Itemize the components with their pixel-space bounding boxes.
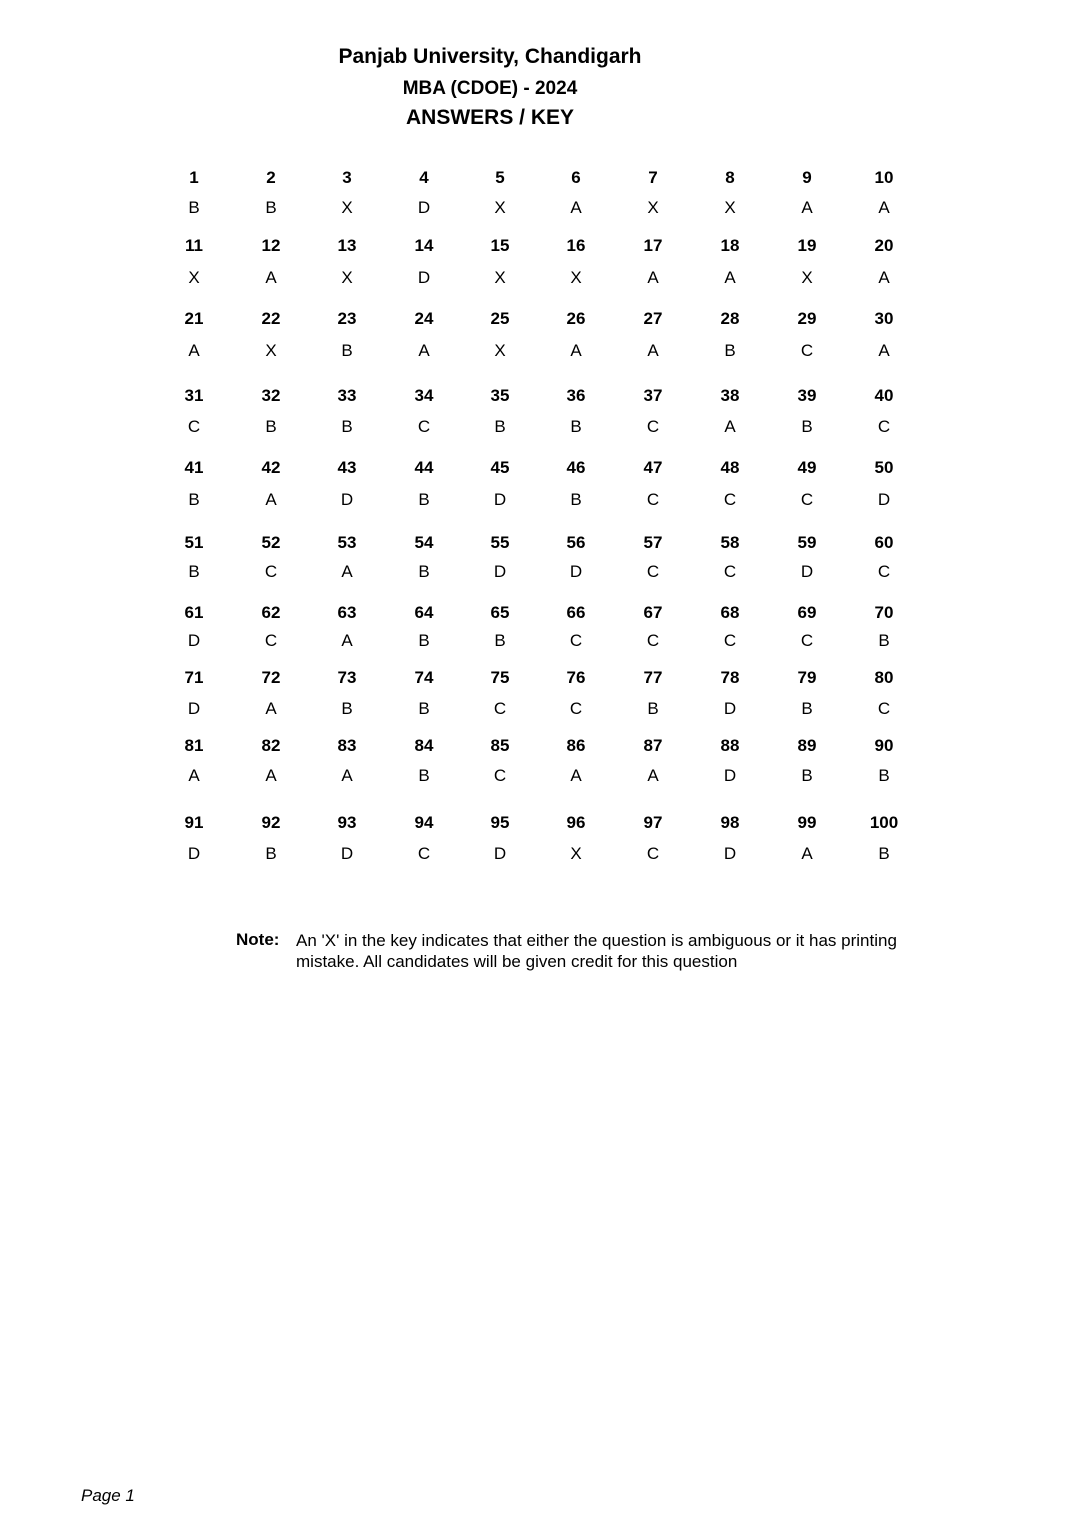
question-number: 97 xyxy=(643,813,663,832)
question-number: 76 xyxy=(566,668,586,687)
question-number: 32 xyxy=(261,386,281,405)
answer-letter: A xyxy=(724,417,736,436)
question-number: 9 xyxy=(802,168,812,187)
answer-letter: B xyxy=(265,198,277,217)
answer-letter: X xyxy=(494,268,506,287)
question-number: 80 xyxy=(874,668,894,687)
answer-letter: B xyxy=(878,631,890,650)
question-number: 61 xyxy=(184,603,204,622)
question-number: 59 xyxy=(797,533,817,552)
question-number: 92 xyxy=(261,813,281,832)
question-number: 26 xyxy=(566,309,586,328)
answer-letter: B xyxy=(418,562,430,581)
answer-letter: B xyxy=(265,417,277,436)
answer-letter: B xyxy=(801,766,813,785)
answer-letter: A xyxy=(878,198,890,217)
answer-letter: D xyxy=(493,562,507,581)
question-number: 58 xyxy=(720,533,740,552)
question-number: 90 xyxy=(874,736,894,755)
answer-letter: A xyxy=(265,766,277,785)
answer-letter: B xyxy=(570,490,582,509)
question-number: 51 xyxy=(184,533,204,552)
question-number: 15 xyxy=(490,236,510,255)
question-number: 57 xyxy=(643,533,663,552)
question-number: 78 xyxy=(720,668,740,687)
answer-key-heading: ANSWERS / KEY xyxy=(405,106,575,129)
question-number: 28 xyxy=(720,309,740,328)
answer-letter: C xyxy=(417,844,431,863)
answer-letter: X xyxy=(265,341,277,360)
question-number: 83 xyxy=(337,736,357,755)
answer-letter: D xyxy=(187,699,201,718)
question-number: 81 xyxy=(184,736,204,755)
question-number: 20 xyxy=(874,236,894,255)
question-number: 93 xyxy=(337,813,357,832)
question-number: 12 xyxy=(261,236,281,255)
answer-letter: D xyxy=(723,699,737,718)
answer-letter: B xyxy=(418,766,430,785)
answer-letter: A xyxy=(801,198,813,217)
question-number: 36 xyxy=(566,386,586,405)
question-number: 98 xyxy=(720,813,740,832)
answer-letter: A xyxy=(341,631,353,650)
question-number: 42 xyxy=(261,458,281,477)
answer-letter: A xyxy=(878,268,890,287)
question-number: 19 xyxy=(797,236,817,255)
answer-letter: C xyxy=(264,562,278,581)
answer-letter: B xyxy=(188,562,200,581)
question-number: 2 xyxy=(266,168,276,187)
question-number: 60 xyxy=(874,533,894,552)
question-number: 43 xyxy=(337,458,357,477)
question-number: 14 xyxy=(414,236,434,255)
question-number: 52 xyxy=(261,533,281,552)
answer-letter: D xyxy=(723,766,737,785)
answer-letter: A xyxy=(418,341,430,360)
question-number: 46 xyxy=(566,458,586,477)
answer-letter: X xyxy=(801,268,813,287)
question-number: 50 xyxy=(874,458,894,477)
answer-letter: C xyxy=(800,490,814,509)
answer-letter: A xyxy=(570,198,582,217)
answer-letter: C xyxy=(723,631,737,650)
answer-letter: C xyxy=(800,631,814,650)
answer-letter: C xyxy=(800,341,814,360)
answer-letter: B xyxy=(570,417,582,436)
answer-letter: D xyxy=(417,198,431,217)
question-number: 49 xyxy=(797,458,817,477)
answer-letter: C xyxy=(646,631,660,650)
answer-letter: C xyxy=(646,844,660,863)
question-number: 63 xyxy=(337,603,357,622)
answer-letter: X xyxy=(341,268,353,287)
answer-letter: C xyxy=(723,490,737,509)
answer-letter: B xyxy=(418,631,430,650)
answer-letter: C xyxy=(877,417,891,436)
answer-letter: C xyxy=(493,766,507,785)
answer-letter: X xyxy=(494,198,506,217)
answer-letter: A xyxy=(341,766,353,785)
answer-letter: A xyxy=(265,268,277,287)
answer-letter: D xyxy=(417,268,431,287)
question-number: 29 xyxy=(797,309,817,328)
answer-letter: A xyxy=(265,490,277,509)
question-number: 53 xyxy=(337,533,357,552)
answer-letter: D xyxy=(877,490,891,509)
question-number: 75 xyxy=(490,668,510,687)
answer-letter: C xyxy=(877,562,891,581)
answer-letter: B xyxy=(418,699,430,718)
question-number: 65 xyxy=(490,603,510,622)
answer-letter: B xyxy=(265,844,277,863)
answer-letter: A xyxy=(570,341,582,360)
answer-letter: D xyxy=(800,562,814,581)
question-number: 99 xyxy=(797,813,817,832)
answer-letter: C xyxy=(646,490,660,509)
answer-letter: C xyxy=(569,699,583,718)
question-number: 40 xyxy=(874,386,894,405)
answer-letter: C xyxy=(877,699,891,718)
answer-letter: A xyxy=(188,766,200,785)
answer-letter: X xyxy=(647,198,659,217)
question-number: 56 xyxy=(566,533,586,552)
question-number: 1 xyxy=(189,168,199,187)
question-number: 54 xyxy=(414,533,434,552)
answer-letter: B xyxy=(801,699,813,718)
answer-letter: D xyxy=(723,844,737,863)
answer-letter: C xyxy=(646,562,660,581)
question-number: 95 xyxy=(490,813,510,832)
answer-letter: C xyxy=(723,562,737,581)
answer-letter: X xyxy=(570,844,582,863)
question-number: 35 xyxy=(490,386,510,405)
question-number: 87 xyxy=(643,736,663,755)
question-number: 82 xyxy=(261,736,281,755)
answer-letter: X xyxy=(341,198,353,217)
answer-letter: A xyxy=(188,341,200,360)
question-number: 73 xyxy=(337,668,357,687)
answer-letter: D xyxy=(493,844,507,863)
note-label: Note: xyxy=(236,930,280,949)
question-number: 7 xyxy=(648,168,658,187)
question-number: 68 xyxy=(720,603,740,622)
answer-letter: D xyxy=(187,631,201,650)
answer-letter: D xyxy=(493,490,507,509)
question-number: 62 xyxy=(261,603,281,622)
question-number: 18 xyxy=(720,236,740,255)
question-number: 34 xyxy=(414,386,434,405)
question-number: 30 xyxy=(874,309,894,328)
question-number: 21 xyxy=(184,309,204,328)
answer-letter: A xyxy=(265,699,277,718)
answer-letter: B xyxy=(188,490,200,509)
question-number: 85 xyxy=(490,736,510,755)
question-number: 44 xyxy=(414,458,434,477)
answer-letter: B xyxy=(418,490,430,509)
question-number: 48 xyxy=(720,458,740,477)
question-number: 37 xyxy=(643,386,663,405)
answer-letter: A xyxy=(724,268,736,287)
answer-letter: A xyxy=(878,341,890,360)
answer-letter: B xyxy=(188,198,200,217)
document-title: Panjab University, Chandigarh xyxy=(338,45,642,68)
answer-letter: X xyxy=(570,268,582,287)
question-number: 8 xyxy=(725,168,735,187)
answer-letter: B xyxy=(647,699,659,718)
question-number: 6 xyxy=(571,168,581,187)
question-number: 64 xyxy=(414,603,434,622)
question-number: 41 xyxy=(184,458,204,477)
question-number: 66 xyxy=(566,603,586,622)
question-number: 25 xyxy=(490,309,510,328)
page-number: Page 1 xyxy=(81,1486,135,1505)
question-number: 33 xyxy=(337,386,357,405)
answer-letter: B xyxy=(494,631,506,650)
answer-letter: B xyxy=(341,417,353,436)
answer-letter: B xyxy=(801,417,813,436)
answer-letter: D xyxy=(187,844,201,863)
question-number: 96 xyxy=(566,813,586,832)
question-number: 67 xyxy=(643,603,663,622)
note-text: An 'X' in the key indicates that either the question is ambiguous or it has printing mistake. All candidates will be given credit for this question xyxy=(296,931,897,971)
question-number: 77 xyxy=(643,668,663,687)
question-number: 71 xyxy=(184,668,204,687)
question-number: 24 xyxy=(414,309,434,328)
question-number: 13 xyxy=(337,236,357,255)
answer-letter: C xyxy=(187,417,201,436)
question-number: 39 xyxy=(797,386,817,405)
answer-letter: A xyxy=(647,268,659,287)
answer-letter: A xyxy=(570,766,582,785)
answer-letter: X xyxy=(724,198,736,217)
answer-letter: C xyxy=(493,699,507,718)
answer-letter: D xyxy=(569,562,583,581)
question-number: 72 xyxy=(261,668,281,687)
question-number: 5 xyxy=(495,168,505,187)
answer-letter: C xyxy=(569,631,583,650)
answer-letter: B xyxy=(494,417,506,436)
question-number: 100 xyxy=(869,813,899,832)
answer-letter: B xyxy=(878,844,890,863)
question-number: 79 xyxy=(797,668,817,687)
answer-letter: X xyxy=(494,341,506,360)
question-number: 86 xyxy=(566,736,586,755)
question-number: 3 xyxy=(342,168,352,187)
answer-letter: D xyxy=(340,844,354,863)
question-number: 69 xyxy=(797,603,817,622)
question-number: 22 xyxy=(261,309,281,328)
question-number: 16 xyxy=(566,236,586,255)
answer-letter: B xyxy=(878,766,890,785)
question-number: 38 xyxy=(720,386,740,405)
answer-letter: A xyxy=(647,341,659,360)
document-subtitle: MBA (CDOE) - 2024 xyxy=(402,78,578,99)
answer-letter: B xyxy=(341,341,353,360)
question-number: 10 xyxy=(874,168,894,187)
answer-letter: C xyxy=(417,417,431,436)
answer-letter: D xyxy=(340,490,354,509)
question-number: 31 xyxy=(184,386,204,405)
question-number: 74 xyxy=(414,668,434,687)
answer-letter: C xyxy=(264,631,278,650)
question-number: 27 xyxy=(643,309,663,328)
question-number: 70 xyxy=(874,603,894,622)
answer-letter: A xyxy=(647,766,659,785)
question-number: 84 xyxy=(414,736,434,755)
question-number: 45 xyxy=(490,458,510,477)
question-number: 17 xyxy=(643,236,663,255)
question-number: 11 xyxy=(185,236,203,255)
question-number: 91 xyxy=(184,813,204,832)
question-number: 88 xyxy=(720,736,740,755)
answer-letter: A xyxy=(341,562,353,581)
question-number: 47 xyxy=(643,458,663,477)
question-number: 23 xyxy=(337,309,357,328)
answer-letter: A xyxy=(801,844,813,863)
question-number: 89 xyxy=(797,736,817,755)
question-number: 55 xyxy=(490,533,510,552)
answer-letter: C xyxy=(646,417,660,436)
answer-letter: X xyxy=(188,268,200,287)
question-number: 94 xyxy=(414,813,434,832)
answer-letter: B xyxy=(724,341,736,360)
answer-letter: B xyxy=(341,699,353,718)
question-number: 4 xyxy=(419,168,429,187)
